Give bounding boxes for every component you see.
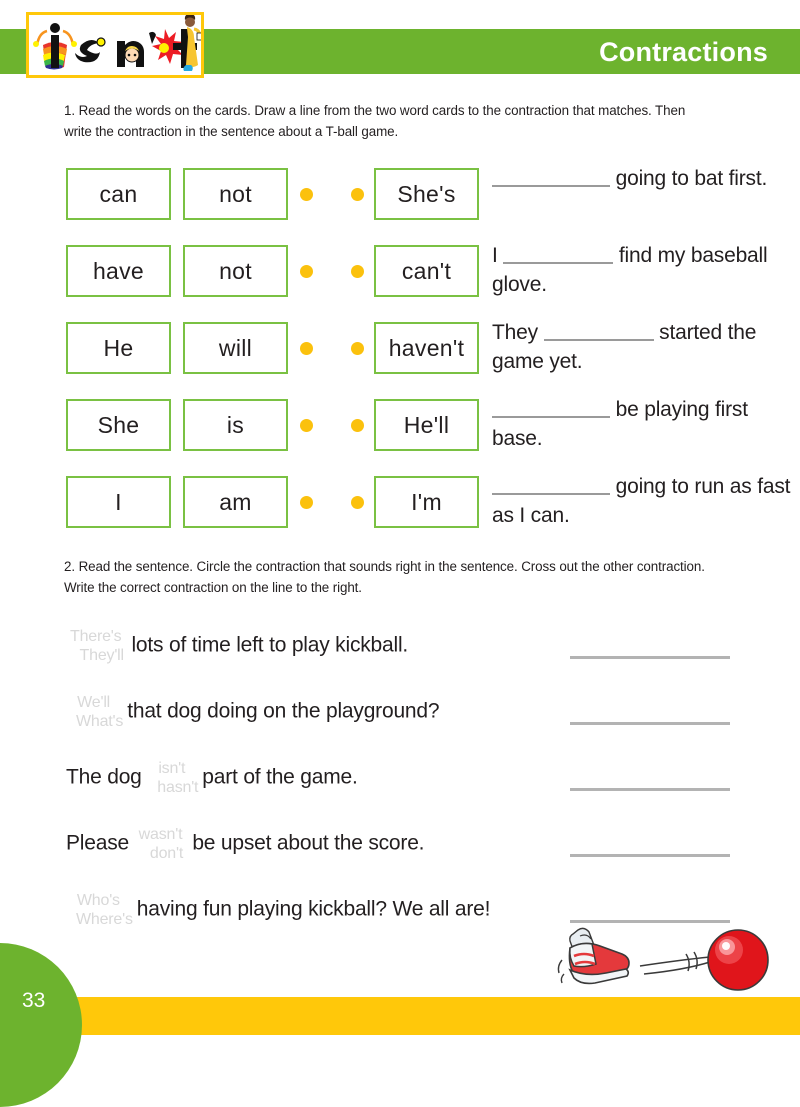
sentence-with-blank [492, 318, 792, 376]
sneaker-icon [558, 928, 629, 983]
sentence-lead: Please [66, 831, 135, 855]
sentence-tail: be upset about the score. [192, 831, 425, 855]
page-number: 33 [22, 989, 46, 1012]
answer-write-line[interactable] [570, 788, 730, 791]
footer-bar [70, 997, 800, 1035]
write-in-blank[interactable] [492, 166, 610, 187]
motion-lines-icon [640, 952, 710, 974]
word-card-b[interactable]: will [183, 322, 288, 374]
sentence-with-blank [492, 395, 792, 453]
match-row [0, 476, 800, 553]
connector-dot-left[interactable] [300, 188, 313, 201]
match-row [0, 245, 800, 322]
word-card-a[interactable]: have [66, 245, 171, 297]
sentence-tail: lots of time left to play kickball. [131, 633, 409, 657]
word-card-a[interactable]: can [66, 168, 171, 220]
answer-write-line[interactable] [570, 854, 730, 857]
choice-option-top[interactable]: wasn't [138, 826, 183, 844]
sentence-tail: that dog doing on the playground? [127, 699, 440, 723]
sentence-tail: part of the game. [202, 765, 358, 789]
choice-option-top[interactable]: There's [70, 628, 122, 646]
write-in-blank[interactable] [492, 474, 610, 495]
contraction-card[interactable]: can't [374, 245, 479, 297]
choice-option-bottom[interactable]: Where's [76, 911, 133, 929]
contraction-card[interactable]: haven't [374, 322, 479, 374]
sentence-with-blank [492, 241, 792, 299]
sentence-after: be playing first base. [492, 398, 748, 450]
sentence-after: going to run as fast as I can. [492, 475, 791, 527]
choice-sentence [66, 678, 566, 744]
sentence-with-blank [492, 472, 792, 530]
write-in-blank[interactable] [492, 397, 610, 418]
page-number-badge [0, 943, 82, 1107]
sentence-after: going to bat first. [610, 167, 768, 190]
sentence-tail: having fun playing kickball? We all are! [136, 897, 491, 921]
contraction-card[interactable]: He'll [374, 399, 479, 451]
contraction-choice-pair[interactable] [70, 891, 133, 929]
sentence-after: started the game yet. [492, 321, 757, 373]
choice-option-top[interactable]: We'll [77, 694, 111, 712]
connector-dot-left[interactable] [300, 342, 313, 355]
red-ball-icon [708, 930, 768, 990]
write-in-blank[interactable] [503, 243, 613, 264]
choice-sentence [66, 612, 566, 678]
choice-sentence [66, 876, 566, 942]
isnt-logo-svg [29, 15, 201, 75]
isnt-logo [26, 12, 204, 78]
word-card-a[interactable]: I [66, 476, 171, 528]
contraction-card[interactable]: She's [374, 168, 479, 220]
match-row [0, 399, 800, 476]
shoe-kicking-ball-illustration [548, 922, 778, 994]
connector-dot-right[interactable] [351, 188, 364, 201]
word-card-b[interactable]: not [183, 245, 288, 297]
choice-row [0, 612, 800, 678]
contraction-choice-pair[interactable] [70, 693, 123, 731]
connector-dot-left[interactable] [300, 496, 313, 509]
sentence-before: They [492, 321, 544, 344]
choice-option-bottom[interactable]: hasn't [157, 779, 199, 797]
section1-instruction: 1. Read the words on the cards. Draw a line from the two word cards to the contraction that matches. Then write the contraction in the sentence about a T-ball game. [64, 103, 686, 139]
sentence-with-blank [492, 164, 792, 193]
word-card-b[interactable]: am [183, 476, 288, 528]
choice-row [0, 678, 800, 744]
choice-option-bottom[interactable]: They'll [79, 647, 124, 665]
choice-sentence [66, 810, 566, 876]
choice-row [0, 810, 800, 876]
contraction-choice-pair[interactable] [139, 825, 189, 863]
matching-rows [0, 168, 800, 553]
word-card-b[interactable]: not [183, 168, 288, 220]
write-in-blank[interactable] [544, 320, 654, 341]
contraction-choice-pair[interactable] [70, 627, 127, 665]
connector-dot-right[interactable] [351, 496, 364, 509]
choice-option-bottom[interactable]: What's [76, 713, 124, 731]
choice-option-top[interactable]: Who's [76, 892, 120, 910]
sentence-lead: The dog [66, 765, 148, 789]
word-card-a[interactable]: She [66, 399, 171, 451]
choice-sentence [66, 744, 566, 810]
answer-write-line[interactable] [570, 656, 730, 659]
section2-instruction: 2. Read the sentence. Circle the contraction that sounds right in the sentence. Cross out the other contraction. Write the correct contraction on the line to the right. [64, 559, 705, 595]
sentence-before: I [492, 244, 504, 267]
choice-rows [0, 612, 800, 942]
choice-row [0, 744, 800, 810]
contraction-choice-pair[interactable] [151, 759, 198, 797]
connector-dot-right[interactable] [351, 265, 364, 278]
connector-dot-left[interactable] [300, 419, 313, 432]
connector-dot-right[interactable] [351, 342, 364, 355]
answer-write-line[interactable] [570, 722, 730, 725]
connector-dot-right[interactable] [351, 419, 364, 432]
word-card-b[interactable]: is [183, 399, 288, 451]
page-title: Contractions [599, 37, 768, 67]
connector-dot-left[interactable] [300, 265, 313, 278]
match-row [0, 322, 800, 399]
sentence-after: find my baseball glove. [492, 244, 768, 296]
contraction-card[interactable]: I'm [374, 476, 479, 528]
word-card-a[interactable]: He [66, 322, 171, 374]
choice-option-bottom[interactable]: don't [149, 845, 184, 863]
match-row [0, 168, 800, 245]
choice-option-top[interactable]: isn't [158, 760, 186, 778]
